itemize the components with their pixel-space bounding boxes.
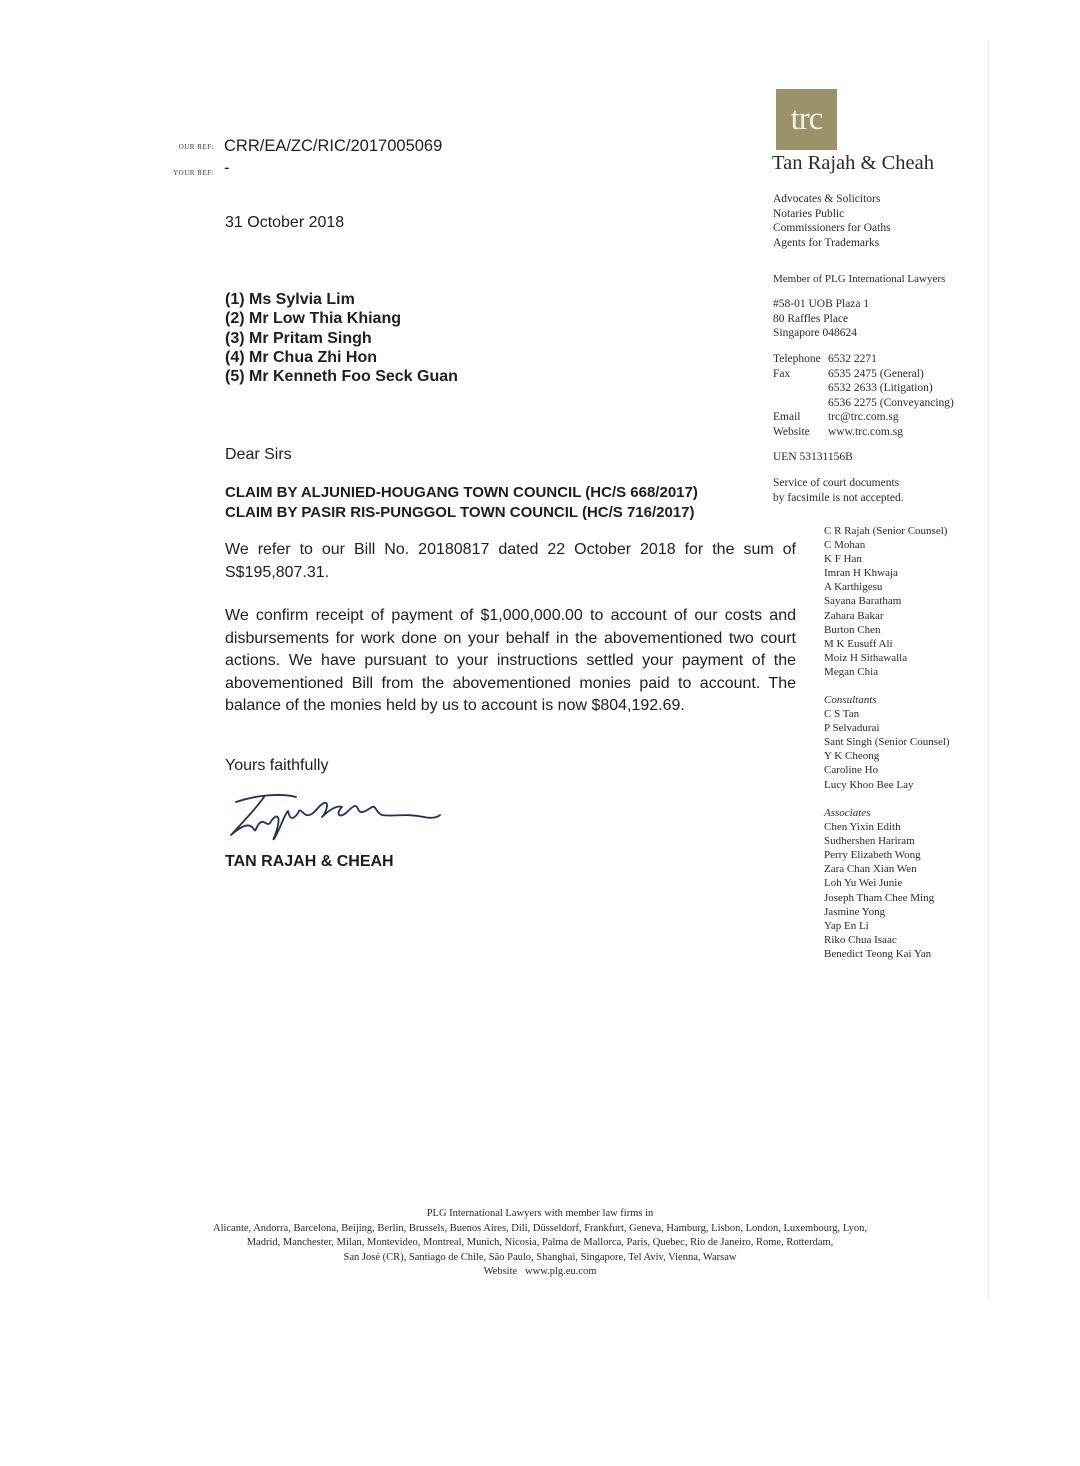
associate-name: Loh Yu Wei Junie bbox=[824, 877, 903, 890]
role-item: Commissioners for Oaths bbox=[773, 222, 891, 234]
your-ref-value: - bbox=[224, 159, 230, 177]
logo-text: trc bbox=[790, 101, 823, 137]
consultant-name: C S Tan bbox=[824, 708, 860, 721]
letter-date: 31 October 2018 bbox=[225, 214, 345, 231]
partner-name: K F Han bbox=[824, 553, 862, 566]
addressee: (3) Mr Pritam Singh bbox=[225, 329, 372, 347]
associates-heading: Associates bbox=[824, 807, 871, 819]
service-note-line: by facsimile is not accepted. bbox=[773, 491, 904, 504]
role-item: Notaries Public bbox=[773, 207, 845, 220]
consultants-list bbox=[824, 693, 950, 792]
salutation: Dear Sirs bbox=[225, 446, 292, 463]
footer-line: PLG International Lawyers with member law firms in bbox=[426, 1208, 654, 1219]
footer bbox=[140, 1207, 940, 1280]
signatory: TAN RAJAH & CHEAH bbox=[225, 853, 394, 870]
contact-block bbox=[773, 352, 973, 439]
partner-name: Zahara Bakar bbox=[824, 609, 884, 622]
email-row bbox=[773, 410, 973, 425]
associate-name: Perry Elizabeth Wong bbox=[824, 849, 921, 862]
consultant-name: P Selvadurai bbox=[824, 722, 880, 735]
fax-value: 6532 2633 (Litigation) bbox=[828, 382, 933, 394]
consultant-name: Caroline Ho bbox=[824, 764, 879, 777]
address-line: Singapore 048624 bbox=[773, 327, 858, 339]
associate-name: Jasmine Yong bbox=[824, 905, 886, 918]
address-line: #58-01 UOB Plaza 1 bbox=[773, 298, 870, 310]
address-line: 80 Raffles Place bbox=[773, 312, 849, 325]
addressees bbox=[225, 290, 458, 386]
fax-row bbox=[773, 367, 973, 382]
role-item: Agents for Trademarks bbox=[773, 236, 880, 249]
your-ref-label: YOUR REF: bbox=[173, 169, 214, 177]
trc-logo bbox=[776, 89, 837, 150]
firm-name: Tan Rajah & Cheah bbox=[772, 152, 934, 174]
associate-name: Joseph Tham Chee Ming bbox=[824, 891, 935, 904]
footer-line: Madrid, Manchester, Milan, Montevideo, Montreal, Munich, Nicosia, Palma de Mallorca, Paris, Quebec, Rio de Janeiro, Rome, Rotterdam, bbox=[246, 1237, 834, 1248]
uen: UEN 53131156B bbox=[773, 451, 853, 463]
closing: Yours faithfully bbox=[225, 757, 329, 774]
paragraph-bill-reference: We refer to our Bill No. 20180817 dated 22 October 2018 for the sum of S$195,807.31. bbox=[225, 541, 796, 581]
associate-name: Chen Yixin Edith bbox=[824, 821, 901, 834]
subject-line: CLAIM BY ALJUNIED-HOUGANG TOWN COUNCIL (HC/S 668/2017) bbox=[225, 484, 698, 501]
service-note bbox=[773, 476, 904, 505]
associate-name: Yap En Li bbox=[824, 919, 869, 932]
partner-name: C Mohan bbox=[824, 539, 866, 552]
email-label: Email bbox=[773, 411, 801, 423]
partner-name: A Karthigesu bbox=[824, 581, 883, 594]
partner-name: Burton Chen bbox=[824, 623, 881, 636]
addressee: (5) Mr Kenneth Foo Seck Guan bbox=[225, 368, 458, 386]
fax-label: Fax bbox=[773, 367, 791, 380]
paragraph-payment-confirmation: We confirm receipt of payment of $1,000,000.00 to account of our costs and disbursements for work done on your behalf in the abovementioned two court actions. We have pursuant to your instructions settled your payment of the abovementioned Bill from the abovementioned monies paid to account. The balance of the monies held by us to account is now $804,192.69. bbox=[225, 607, 796, 714]
partners-list bbox=[824, 524, 947, 679]
member-line: Member of PLG International Lawyers bbox=[773, 273, 946, 285]
role-item: Advocates & Solicitors bbox=[773, 193, 881, 205]
signature bbox=[226, 787, 446, 847]
our-ref-label: OUR REF: bbox=[178, 143, 214, 151]
partner-name: C R Rajah (Senior Counsel) bbox=[824, 525, 948, 537]
footer-line: Alicante, Andorra, Barcelona, Beijing, Berlin, Brussels, Buenos Aires, Dili, Düsseldorf, Frankfurt, Geneva, Hamburg, Lisbon, London, Luxembourg, Lyon, bbox=[212, 1222, 867, 1234]
partner-name: M K Eusuff Ali bbox=[824, 637, 893, 650]
subject-lines bbox=[225, 483, 698, 522]
service-note-line: Service of court documents bbox=[773, 477, 900, 489]
partner-name: Megan Chia bbox=[824, 665, 879, 678]
footer-line: San José (CR), Santiago de Chile, São Paulo, Shanghai, Singapore, Tel Aviv, Vienna, Warsaw bbox=[343, 1251, 737, 1263]
website-value: www.trc.com.sg bbox=[828, 425, 903, 438]
fax-row bbox=[773, 381, 973, 396]
partner-name: Moiz H Sithawalla bbox=[824, 651, 908, 664]
email-value: trc@trc.com.sg bbox=[828, 411, 899, 423]
associate-name: Riko Chua Isaac bbox=[824, 933, 897, 946]
addressee: (1) Ms Sylvia Lim bbox=[225, 291, 355, 308]
website-label: Website bbox=[773, 425, 810, 438]
firm-address bbox=[773, 297, 869, 341]
telephone-value: 6532 2271 bbox=[828, 353, 877, 365]
telephone-label: Telephone bbox=[773, 353, 821, 365]
subject-line: CLAIM BY PASIR RIS-PUNGGOL TOWN COUNCIL (HC/S 716/2017) bbox=[225, 503, 695, 521]
our-ref-value: CRR/EA/ZC/RIC/2017005069 bbox=[224, 137, 443, 155]
associates-list bbox=[824, 806, 934, 961]
addressee: (4) Mr Chua Zhi Hon bbox=[225, 348, 377, 366]
footer-website-label: Website bbox=[483, 1266, 518, 1277]
partner-name: Sayana Baratham bbox=[824, 595, 902, 608]
footer-website-line bbox=[140, 1265, 940, 1280]
telephone-row bbox=[773, 352, 973, 367]
consultant-name: Y K Cheong bbox=[824, 750, 880, 763]
consultant-name: Sant Singh (Senior Counsel) bbox=[824, 736, 950, 749]
footer-website-link[interactable]: www.plg.eu.com bbox=[525, 1266, 597, 1277]
fax-row bbox=[773, 396, 973, 411]
consultant-name: Lucy Khoo Bee Lay bbox=[824, 778, 914, 791]
fax-value: 6535 2475 (General) bbox=[828, 367, 924, 380]
consultants-heading: Consultants bbox=[824, 694, 877, 706]
fax-value: 6536 2275 (Conveyancing) bbox=[828, 396, 954, 409]
associate-name: Zara Chan Xian Wen bbox=[824, 863, 917, 876]
partner-name: Imran H Khwaja bbox=[824, 567, 898, 580]
website-row bbox=[773, 425, 973, 440]
associate-name: Benedict Teong Kai Yan bbox=[824, 947, 932, 960]
addressee: (2) Mr Low Thia Khiang bbox=[225, 310, 401, 328]
firm-roles bbox=[773, 192, 891, 250]
page-edge-line bbox=[988, 40, 989, 1300]
associate-name: Sudhershen Hariram bbox=[824, 835, 915, 848]
